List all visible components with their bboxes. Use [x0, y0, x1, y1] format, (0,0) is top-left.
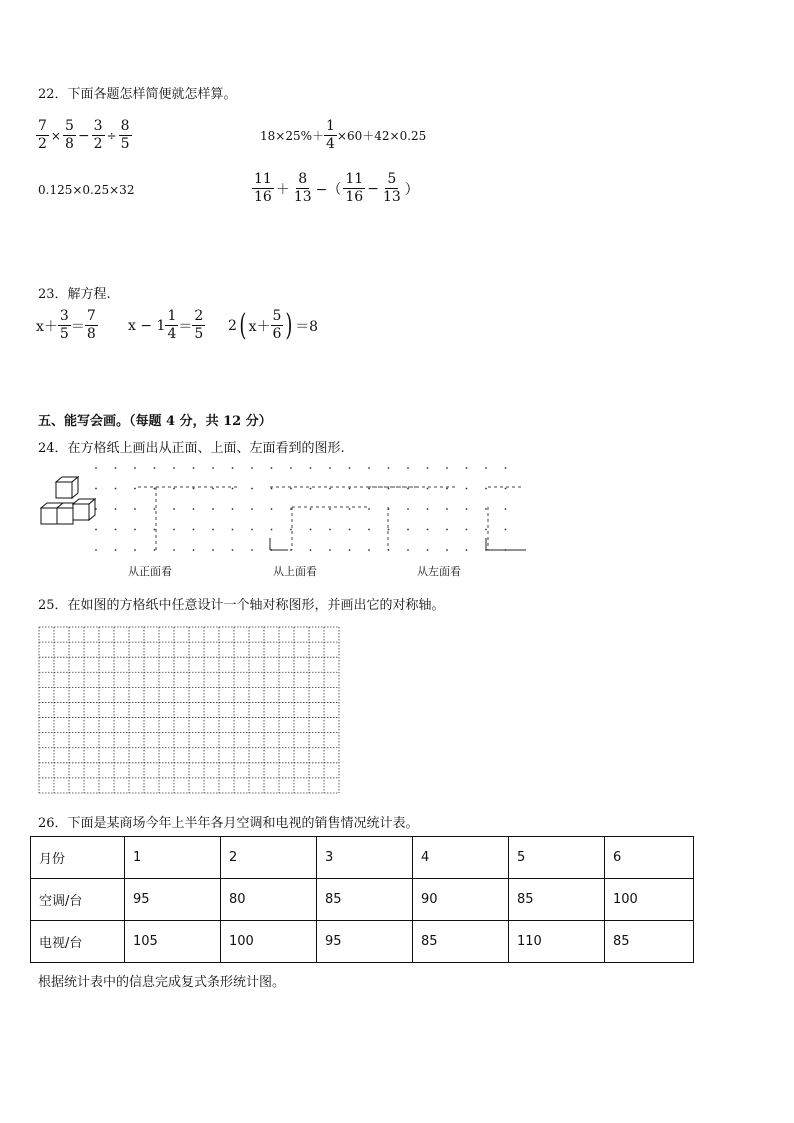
grid-dot — [251, 508, 253, 510]
guide-lines — [138, 487, 523, 550]
q22-expression-4: $\frac{11}{16}$ ＋ $\frac{8}{13}$ −（ $\frac{11}{16}$ − $\frac{5}{13}$ ） — [254, 171, 419, 205]
grid-dot — [212, 467, 214, 469]
table-cell: 100 — [605, 879, 694, 921]
header-cell: 3 — [317, 837, 413, 879]
fraction: $\frac{7}{8}$ — [86, 308, 96, 342]
grid-dot — [251, 549, 253, 551]
grid-dot — [134, 508, 136, 510]
table-cell: 85 — [605, 921, 694, 963]
grid-dot — [446, 508, 448, 510]
grid-dot — [427, 549, 429, 551]
header-cell: 5 — [509, 837, 605, 879]
caption-front-view: 从正面看 — [128, 565, 172, 578]
grid-dot — [173, 549, 175, 551]
grid-dot — [485, 529, 487, 531]
grid-dot — [271, 529, 273, 531]
grid-dot — [154, 549, 156, 551]
grid-dot — [154, 488, 156, 490]
header-cell: 6 — [605, 837, 694, 879]
q26-footer: 根据统计表中的信息完成复式条形统计图。 — [38, 975, 286, 990]
caption-left-view: 从左面看 — [417, 565, 461, 578]
q23-equation-1: x＋ $\frac{3}{5}$ ＝ $\frac{7}{8}$ — [36, 308, 96, 342]
grid-dot — [115, 488, 117, 490]
grid-dot — [212, 508, 214, 510]
fraction: $\frac{5}{13}$ — [382, 171, 401, 205]
grid-dot — [154, 508, 156, 510]
grid-dot — [329, 529, 331, 531]
dot-grid — [95, 467, 506, 551]
grid-dot — [349, 549, 351, 551]
table-row — [31, 879, 694, 921]
q22-title: 22．下面各题怎样简便就怎样算。 — [38, 87, 237, 102]
grid-dot — [115, 467, 117, 469]
grid-dot — [290, 529, 292, 531]
grid-dot — [446, 467, 448, 469]
row-label: 电视/台 — [31, 921, 125, 963]
grid-dot — [427, 508, 429, 510]
grid-dot — [505, 529, 507, 531]
table-cell: 95 — [317, 921, 413, 963]
q26-title: 26．下面是某商场今年上半年各月空调和电视的销售情况统计表。 — [38, 816, 419, 831]
grid-dot — [193, 529, 195, 531]
grid-dot — [271, 488, 273, 490]
grid-dot — [368, 508, 370, 510]
sales-table — [30, 836, 694, 963]
grid-dot — [212, 529, 214, 531]
table-cell: 85 — [509, 879, 605, 921]
grid-dot — [485, 508, 487, 510]
table-row — [31, 921, 694, 963]
grid-dot — [407, 529, 409, 531]
grid-dot — [349, 529, 351, 531]
grid-dot — [310, 488, 312, 490]
table-cell: 110 — [509, 921, 605, 963]
q22-expression-1: $\frac{7}{2}$ × $\frac{5}{8}$ − $\frac{3}{2}$ ÷ $\frac{8}{5}$ — [38, 118, 130, 152]
q22-expression-3: 0.125×0.25×32 — [38, 183, 135, 197]
grid-dot — [193, 508, 195, 510]
fraction: $\frac{2}{5}$ — [194, 308, 204, 342]
grid-dot — [466, 529, 468, 531]
grid-dot — [251, 467, 253, 469]
grid-dot — [388, 488, 390, 490]
grid-dot — [173, 467, 175, 469]
grid-dot — [134, 549, 136, 551]
grid-dot — [349, 488, 351, 490]
grid-dot — [154, 529, 156, 531]
table-header-row — [31, 837, 694, 879]
grid-dot — [251, 488, 253, 490]
grid-dot — [212, 488, 214, 490]
table-cell: 85 — [413, 921, 509, 963]
grid-dot — [466, 549, 468, 551]
grid-dot — [173, 508, 175, 510]
fraction: $\frac{5}{8}$ — [64, 118, 74, 152]
grid-dot — [232, 529, 234, 531]
q23-equation-2: x − 1 $\frac{1}{4}$ ＝ $\frac{2}{5}$ — [128, 308, 204, 342]
grid-dot — [212, 549, 214, 551]
grid-dot — [427, 467, 429, 469]
grid-dot — [368, 488, 370, 490]
table-cell: 95 — [125, 879, 221, 921]
grid-dot — [368, 467, 370, 469]
grid-dot — [446, 549, 448, 551]
fraction: $\frac{3}{5}$ — [59, 308, 69, 342]
grid-dot — [407, 488, 409, 490]
grid-dot — [329, 508, 331, 510]
grid-dot — [407, 467, 409, 469]
grid-dot — [485, 488, 487, 490]
grid-dot — [95, 467, 97, 469]
grid-dot — [427, 529, 429, 531]
q24-title: 24．在方格纸上画出从正面、上面、左面看到的图形. — [38, 441, 345, 456]
header-cell: 2 — [221, 837, 317, 879]
grid-dot — [388, 467, 390, 469]
grid-dot — [485, 467, 487, 469]
grid-dot — [271, 467, 273, 469]
grid-dot — [232, 549, 234, 551]
table-cell: 100 — [221, 921, 317, 963]
grid-dot — [95, 549, 97, 551]
table-cell: 105 — [125, 921, 221, 963]
grid-dot — [154, 467, 156, 469]
table-cell: 90 — [413, 879, 509, 921]
header-cell: 月份 — [31, 837, 125, 879]
grid-dot — [115, 529, 117, 531]
grid-dot — [368, 529, 370, 531]
grid-dot — [193, 467, 195, 469]
grid-dot — [329, 549, 331, 551]
row-label: 空调/台 — [31, 879, 125, 921]
grid-dot — [232, 508, 234, 510]
grid-dot — [95, 529, 97, 531]
grid-dot — [115, 508, 117, 510]
fraction: $\frac{1}{4}$ — [326, 118, 335, 152]
grid-dot — [329, 488, 331, 490]
grid-dot — [310, 508, 312, 510]
table-cell: 80 — [221, 879, 317, 921]
grid-dot — [505, 467, 507, 469]
fraction: $\frac{11}{16}$ — [345, 171, 364, 205]
grid-dot — [505, 488, 507, 490]
q22-expression-2: 18×25%＋ $\frac{1}{4}$ ×60＋42×0.25 — [260, 118, 427, 152]
grid-dot — [232, 467, 234, 469]
grid-dot — [173, 529, 175, 531]
grid-dot — [505, 508, 507, 510]
grid-dot — [466, 488, 468, 490]
grid-dot — [193, 488, 195, 490]
grid-dot — [349, 467, 351, 469]
q25-title: 25．在如图的方格纸中任意设计一个轴对称图形，并画出它的对称轴。 — [38, 598, 445, 613]
grid-dot — [388, 529, 390, 531]
grid-dot — [290, 488, 292, 490]
fraction: $\frac{11}{16}$ — [254, 171, 272, 205]
grid-dot — [95, 508, 97, 510]
grid-dot — [232, 488, 234, 490]
q25-grid-paper — [38, 626, 340, 794]
grid-dot — [271, 508, 273, 510]
grid-dot — [134, 488, 136, 490]
header-cell: 1 — [125, 837, 221, 879]
grid-dot — [446, 488, 448, 490]
table-cell: 85 — [317, 879, 413, 921]
grid-dot — [95, 488, 97, 490]
q23-title: 23．解方程. — [38, 287, 111, 302]
fraction: $\frac{8}{13}$ — [293, 171, 312, 205]
grid-dot — [427, 488, 429, 490]
grid-dot — [329, 467, 331, 469]
header-cell: 4 — [413, 837, 509, 879]
grid-dot — [466, 467, 468, 469]
fraction: $\frac{8}{5}$ — [120, 118, 130, 152]
grid-dot — [251, 529, 253, 531]
grid-dot — [446, 529, 448, 531]
q23-equation-3: 2 ( x＋ $\frac{5}{6}$ ) ＝8 — [228, 307, 319, 343]
fraction: $\frac{1}{4}$ — [167, 308, 177, 342]
grid-dot — [407, 508, 409, 510]
grid-dot — [193, 549, 195, 551]
grid-dot — [134, 467, 136, 469]
fraction: $\frac{5}{6}$ — [272, 308, 282, 342]
grid-dot — [349, 508, 351, 510]
grid-dot — [134, 529, 136, 531]
grid-dot — [368, 549, 370, 551]
fraction: $\frac{3}{2}$ — [93, 118, 103, 152]
grid-dot — [115, 549, 117, 551]
grid-dot — [310, 529, 312, 531]
fraction: $\frac{7}{2}$ — [38, 118, 47, 152]
caption-top-view: 从上面看 — [273, 565, 317, 578]
grid-dot — [310, 467, 312, 469]
grid-dot — [466, 508, 468, 510]
grid-dot — [310, 549, 312, 551]
grid-dot — [173, 488, 175, 490]
section-heading: 五、能写会画。（每题 4 分，共 12 分） — [38, 414, 272, 429]
grid-dot — [290, 467, 292, 469]
grid-dot — [407, 549, 409, 551]
cube-stack-icon — [41, 477, 95, 524]
